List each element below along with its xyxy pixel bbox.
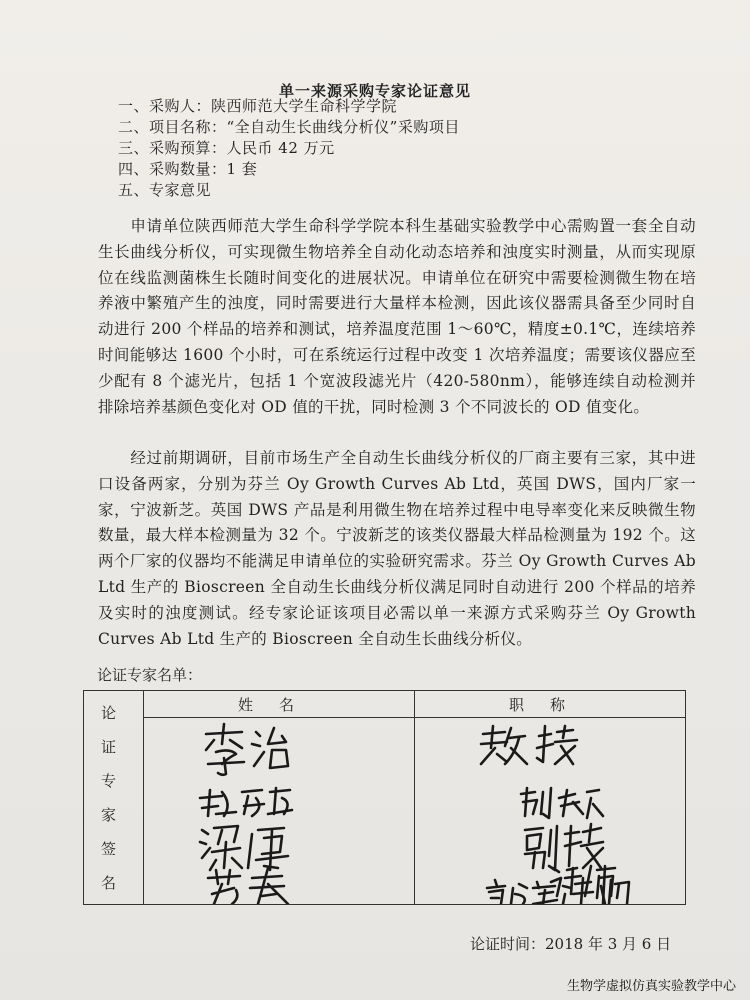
paragraph-market-survey-text: 经过前期调研，目前市场生产全自动生长曲线分析仪的厂商主要有三家，其中进口设备两家，分别为芬兰 Oy Growth Curves Ab Ltd，英国 DWS，国内厂家一家，宁波新芝。英国 DWS 产品是利用微生物在培养过程中电导率变化来反映微生物数量，最大样本检测量为 32 个。宁波新芝的该类仪器最大样品检测量为 192 个。这两个厂家的仪器均不能满足申请单位的实验研究需求。芬兰 Oy Growth Curves Ab Ltd 生产的 Bioscreen 全自动生长曲线分析仪满足同时自动进行 200 个样品的培养及实时的浊度测试。经专家论证该项目必需以单一来源方式采购芬兰 Oy Growth Curves Ab Ltd 生产的 Bioscreen 全自动生长曲线分析仪。	[98, 449, 696, 648]
column-header-title: 职称	[415, 691, 686, 718]
side-label-line-3: 签 名	[100, 839, 126, 892]
side-label-line-2: 专 家	[100, 771, 126, 824]
item-quantity: 四、采购数量：1 套	[118, 160, 258, 178]
signature-associate-professor-1	[521, 788, 603, 818]
evaluation-date: 论证时间：2018 年 3 月 6 日	[470, 935, 672, 953]
signature-side-label	[84, 691, 144, 905]
paragraph-market-survey	[98, 446, 696, 652]
signature-wei-xiying	[200, 788, 292, 816]
side-label-line-1: 论 证	[100, 703, 126, 756]
document-title: 单一来源采购专家论证意见	[278, 82, 471, 100]
column-header-name: 姓名	[144, 691, 415, 718]
paragraph-requirements-text: 申请单位陕西师范大学生命科学学院本科生基础实验教学中心需购置一套全自动生长曲线分析仪，可实现微生物培养全自动化动态培养和浊度实时测量，从而实现原位在线监测菌株生长随时间变化的进展状况。申请单位在研究中需要检测微生物在培养液中繁殖产生的浊度，同时需要进行大量样本检测，因此该仪器需具备至少同时自动进行 200 个样品的培养和测试，培养温度范围 1～60℃，精度±0.1℃，连续培养时间能够达 1600 个小时，可在系统运行过程中改变 1 次培养温度；需要该仪器应至少配有 8 个滤光片，包括 1 个宽波段滤光片（420-580nm），能够连续自动检测并排除培养基颜色变化对 OD 值的干扰，同时检测 3 个不同波长的 OD 值变化。	[98, 217, 696, 416]
title-signatures	[415, 718, 686, 905]
item-expert-opinion: 五、专家意见	[118, 181, 212, 199]
signature-professor	[481, 726, 577, 764]
name-signatures	[144, 718, 415, 905]
name-signatures-drawing	[144, 718, 414, 904]
signature-table	[83, 690, 686, 905]
experts-list-label: 论证专家名单：	[97, 666, 203, 684]
signature-li-zhi	[206, 724, 288, 775]
signature-associate-professor-2	[525, 824, 603, 870]
item-purchaser: 一、采购人：陕西师范大学生命科学学院	[118, 97, 398, 115]
signature-su-chun	[208, 868, 288, 904]
item-project-name: 二、项目名称：“全自动生长曲线分析仪”采购项目	[118, 118, 460, 136]
title-signatures-drawing	[415, 718, 685, 904]
paragraph-requirements	[98, 214, 696, 420]
watermark: 生物学虚拟仿真实验教学中心	[566, 979, 736, 994]
signature-liang-jun	[200, 826, 288, 870]
item-budget: 三、采购预算：人民币 42 万元	[118, 139, 335, 157]
